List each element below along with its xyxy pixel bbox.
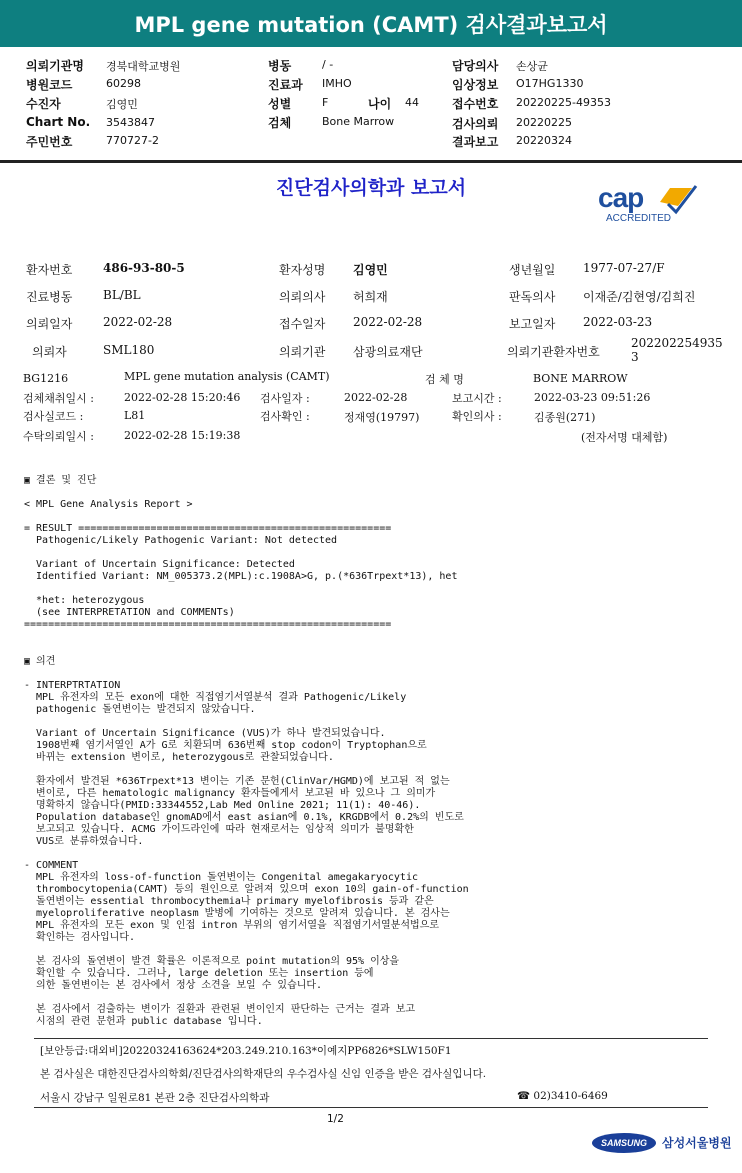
reading-doctor-value: 이재준/김현영/김희진 [583,290,696,304]
certification-note: 본 검사실은 대한진단검사의학회/진단검사의학재단의 우수검사실 신임 인증을 받은 검사실입니다. [40,1068,487,1080]
receipt-date-label: 접수일자 [279,317,326,331]
report-date-label: 보고일자 [509,317,556,331]
result-report-value: 20220324 [516,134,572,147]
conclusion-heading: ▣ 결론 및 진단 [24,475,97,486]
lab-address: 서울시 강남구 일원로81 본관 2층 진단검사의학과 [40,1092,270,1104]
specimen-value: Bone Marrow [322,115,395,128]
page-number: 1/2 [327,1113,344,1125]
opinion-heading: ▣ 의견 [24,656,56,667]
request-date-value: 20220225 [516,116,572,129]
footer-divider-bottom [34,1107,708,1108]
banner-title: MPL gene mutation (CAMT) 검사결과보고서 [134,12,608,37]
sex-label: 성별 [268,97,292,111]
security-line: [보안등급:대외비]20220324163624*203.249.210.163*이예지PP6826*SLW150F1 [40,1045,452,1057]
department-label: 진료과 [268,78,303,92]
birth-date-value: 1977-07-27/F [583,261,665,275]
examinee-value: 김영민 [106,98,138,111]
test-date-value: 2022-02-28 [344,391,408,404]
referring-doctor-value: 허희재 [353,290,388,304]
confirm-doctor-value: 김종원(271) [534,411,596,424]
resident-no-label: 주민번호 [26,135,73,149]
samsung-logo-text: SAMSUNG [600,1138,647,1148]
cap-accredited-logo [598,182,698,228]
doctor-label: 담당의사 [452,59,499,73]
hospital-code-value: 60298 [106,77,141,90]
clinical-info-value: O17HG1330 [516,77,584,90]
consign-datetime-label: 수탁의뢰일시 : [23,430,94,443]
specimen-label: 검체 [268,116,292,130]
consign-datetime-value: 2022-02-28 15:19:38 [124,429,241,442]
test-confirm-value: 정재영(19797) [344,411,420,424]
receipt-no-value: 20220225-49353 [516,96,611,109]
requester-label: 의뢰자 [32,345,67,359]
chart-no-value: 3543847 [106,116,155,129]
department-value: IMHO [322,77,352,90]
patient-name-label: 환자성명 [279,263,326,277]
reading-doctor-label: 판독의사 [509,290,556,304]
report-date-value: 2022-03-23 [583,315,653,329]
age-label: 나이 [368,97,392,111]
order-date-label: 의뢰일자 [26,317,73,331]
lab-code-label: 검사실코드 : [23,410,84,423]
hospital-name-value: 경북대학교병원 [106,60,181,73]
specimen-name-label: 검 체 명 [425,373,464,386]
doctor-value: 손상균 [516,60,548,73]
conclusion-body: < MPL Gene Analysis Report > = RESULT ==================================================== Pathogenic/Likely Pathogenic Variant: Not detected Variant of Uncertain Significance: Detected Identified Variant: NM_005373.2(MPL):c.1908A>G, p.(*636Trpext*13), het *het: heterozygous (see INTERPRETATION and COMMENTs) ============================================================= [24,499,458,630]
lab-phone: ☎ 02)3410-6469 [517,1090,608,1102]
collection-datetime-value: 2022-02-28 15:20:46 [124,391,241,404]
footer-divider-top [34,1038,708,1039]
cap-logo-word: cap [598,182,644,213]
hospital-name-label: 의뢰기관명 [26,59,84,73]
hospital-logo-text: 삼성서울병원 [662,1136,732,1150]
report-time-label: 보고시간 : [452,392,502,405]
esign-note: (전자서명 대체함) [581,431,668,444]
ward-value: / - [322,58,334,71]
resident-no-value: 770727-2 [106,134,159,147]
result-report-label: 결과보고 [452,135,499,149]
test-code: BG1216 [23,372,69,385]
requester-value: SML180 [103,343,155,357]
opinion-body: - INTERPTRTATION MPL 유전자의 모든 exon에 대한 직접염기서열분석 결과 Pathogenic/Likely pathogenic 돌연변이는 발견되지 않았습니다. Variant of Uncertain Significance (VUS)가 하나 발견되었습니다. 1908번째 염기서열인 A가 G로 치환되며 636번째 stop codon이 Tryptophan으로 바뀌는 extension 변이로, heterozygous로 관찰되었습니다. 환자에서 발견된 *636Trpext*13 변이는 기존 문헌(ClinVar/HGMD)에 보고된 적 없는 변이로, 다른 hematologic malignancy 환자들에게서 보고된 바 있으나 그 의미가 명확하지 않습니다(PMID:33344552,Lab Med Online 2021; 11(1): 40-46). Population database인 gnomAD에서 east asian에 0.1%, KRGDB에서 0.2%의 빈도로 보고되고 있습니다. ACMG 가이드라인에 따라 현재로서는 임상적 의미가 불명확한 VUS로 분류하였습니다. - COMMENT MPL 유전자의 loss-of-function 돌연변이는 Congenital amegakaryocytic thrombocytopenia(CAMT) 등의 원인으로 알려져 있으며 exon 10의 gain-of-function 돌연변이는 essential thrombocythemia나 primary myelofibrosis 등과 같은 myeloproliferative neoplasm 발병에 기여하는 것으로 알려져 있습니다. 본 검사는 MPL 유전자의 모든 exon 및 인접 intron 부위의 염기서열을 직접염기서열분석법으로 확인하는 검사입니다. 본 검사의 돌연변이 발견 확률은 이론적으로 point mutation의 95% 이상을 확인할 수 있습니다. 그러나, large deletion 또는 insertion 등에 의한 돌연변이는 본 검사에서 정상 소견을 보일 수 있습니다. 본 검사에서 검출하는 변이가 질환과 관련된 변이인지 판단하는 근거는 결과 보고 시점의 관련 문헌과 public database 입니다. [24,680,469,1027]
report-title: 진단검사의학과 보고서 [275,177,467,199]
referring-doctor-label: 의뢰의사 [279,290,326,304]
test-name: MPL gene mutation analysis (CAMT) [124,370,330,383]
institution-patient-no-value-wrap: 3 [631,350,639,364]
chart-no-label: Chart No. [26,115,91,129]
specimen-name-value: BONE MARROW [533,372,628,385]
patient-no-value: 486-93-80-5 [103,261,185,275]
lab-code-value: L81 [124,409,146,422]
order-date-value: 2022-02-28 [103,315,173,329]
examinee-label: 수진자 [26,97,61,111]
institution-patient-no-label: 의뢰기관환자번호 [507,345,600,359]
institution-patient-no-value: 202202254935 [631,336,723,350]
patient-name-value: 김영민 [353,263,388,277]
ward-label: 병동 [268,59,292,73]
ward-unit-label: 진료병동 [26,290,73,304]
hospital-code-label: 병원코드 [26,78,73,92]
header-divider [0,160,742,163]
birth-date-label: 생년월일 [509,263,556,277]
patient-no-label: 환자번호 [26,263,73,277]
referring-institution-label: 의뢰기관 [279,345,326,359]
test-confirm-label: 검사확인 : [260,410,310,423]
confirm-doctor-label: 확인의사 : [452,410,502,423]
receipt-date-value: 2022-02-28 [353,315,423,329]
sex-value: F [322,96,329,109]
samsung-logo [592,1133,656,1153]
report-time-value: 2022-03-23 09:51:26 [534,391,651,404]
collection-datetime-label: 검체채취일시 : [23,392,94,405]
referring-institution-value: 삼광의료재단 [353,345,423,359]
report-banner [0,0,742,47]
test-date-label: 검사일자 : [260,392,310,405]
age-value: 44 [405,96,419,109]
ward-unit-value: BL/BL [103,288,141,302]
cap-accredited-text: ACCREDITED [606,213,672,224]
receipt-no-label: 접수번호 [452,97,499,111]
clinical-info-label: 임상정보 [452,78,499,92]
request-date-label: 검사의뢰 [452,117,499,131]
